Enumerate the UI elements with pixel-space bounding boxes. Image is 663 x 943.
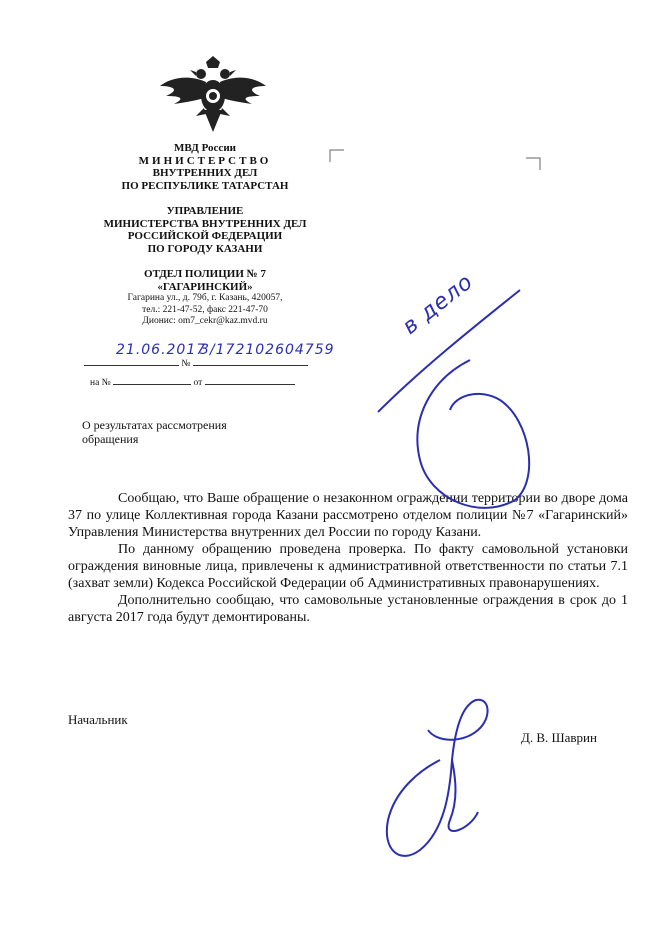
letterhead-unit-1: ОТДЕЛ ПОЛИЦИИ № 7 [144,268,266,280]
letterhead-email: Дионис: om7_cekr@kaz.mvd.ru [142,316,268,326]
body-paragraph-3: Дополнительно сообщаю, что самовольные установленные ограждения в срок до 1 августа 2017 года будут демонтированы. [68,593,628,625]
letterhead-region: ПО РЕСПУБЛИКЕ ТАТАРСТАН [121,179,289,192]
handwritten-date: 21.06.2017 [116,342,207,358]
letterhead-dept-2: МИНИСТЕРСТВА ВНУТРЕННИХ ДЕЛ [103,217,307,230]
letterhead-ministry: МИНИСТЕРСТВО [138,154,272,167]
body-paragraph-2: По данному обращению проведена проверка. По факту самовольной установки ограждения виновные лица, привлечены к административной ответственности по статьи 7.1 (захват земли) Кодекса Российской Федерации об Административных правонарушениях. [68,542,628,591]
letterhead-internal-affairs: ВНУТРЕННИХ ДЕЛ [152,167,258,179]
from-label: от [193,378,203,388]
handwritten-number: 3/172102604759 [200,342,335,358]
letterhead-dept-4: ПО ГОРОДУ КАЗАНИ [147,242,263,255]
resolution-loop-stroke [378,290,529,508]
signature-title: Начальник [68,712,128,727]
resolution-handwritten: в дело [398,269,479,340]
letterhead-dept-1: УПРАВЛЕНИЕ [166,205,244,217]
letterhead-dept-3: РОССИЙСКОЙ ФЕДЕРАЦИИ [127,230,283,242]
signature-scrawl [387,700,488,856]
ref-label: на № [90,378,111,388]
letterhead-org-short: МВД России [173,142,236,154]
letterhead-phones: тел.: 221-47-52, факс 221-47-70 [142,304,268,315]
letterhead-unit-2: «ГАГАРИНСКИЙ» [157,280,253,293]
body-paragraph-1: Сообщаю, что Ваше обращение о незаконном ограждении территории во дворе дома 37 по улице Коллективная города Казани рассмотрено отделом полиции №7 «Гагаринский» Управления Министерства внутренних дел России по городу Казани. [68,491,628,540]
signature-name: Д. В. Шаврин [521,730,597,745]
number-label: № [181,359,191,369]
subject-line-2: обращения [82,432,139,446]
letterhead-address: Гагарина ул., д. 79б, г. Казань, 420057, [127,293,283,303]
subject-line-1: О результатах рассмотрения [82,418,227,432]
